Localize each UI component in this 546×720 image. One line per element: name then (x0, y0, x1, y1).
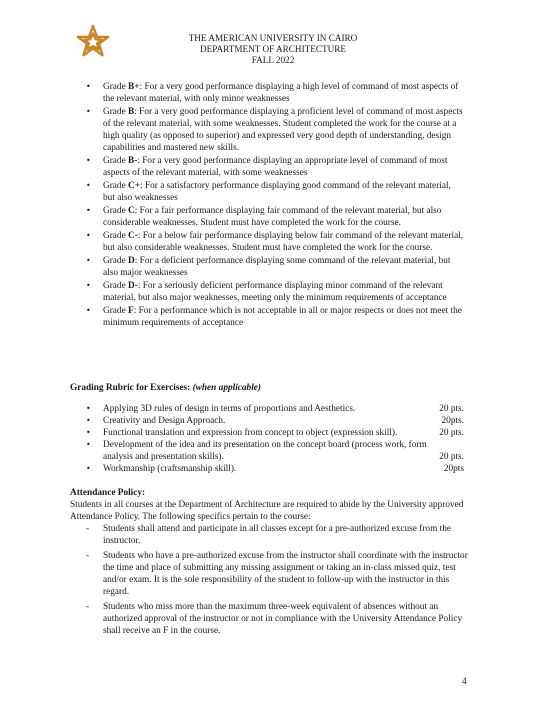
attendance-list (86, 523, 475, 640)
attendance-intro: Students in all courses at the Department of Architecture are required to abide by the University approved Attendance Policy. The following specifics pertain to the course: (70, 500, 464, 522)
grade-list (86, 81, 464, 330)
rubric-item: • Workmanship (craftsmanship skill). 20pts (86, 463, 464, 475)
rubric-subtitle: (when applicable) (192, 383, 262, 393)
rubric-points: 20 pts. (439, 428, 464, 438)
rubric-item: • Functional translation and expression from concept to object (expression skill). 20 pts. (86, 427, 464, 439)
grade-item: • Grade B+: For a very good performance displaying a high level of command of most aspects of the relevant material, with only minor weaknesses (86, 81, 464, 105)
attendance-heading: Attendance Policy: (70, 488, 146, 498)
grade-item: • Grade C: For a fair performance displaying fair command of the relevant material, but also considerable weaknesses. Student must have completed the work for the course. (86, 205, 464, 229)
grade-item: • Grade D: For a deficient performance displaying some command of the relevant material, but also major weaknesses (86, 255, 464, 279)
rubric-item: • Applying 3D rules of design in terms of proportions and Aesthetics. 20 pts. (86, 403, 464, 415)
rubric-points: 20pts (443, 464, 464, 474)
grade-item: • Grade C+: For a satisfactory performance displaying good command of the relevant material, but also weaknesses (86, 180, 464, 204)
document-header (0, 33, 546, 66)
rubric-list (86, 403, 464, 475)
department-name: DEPARTMENT OF ARCHITECTURE (200, 44, 346, 54)
rubric-item: • Creativity and Design Approach. 20pts. (86, 415, 464, 427)
rubric-item: • Development of the idea and its presentation on the concept board (process work, form analysis and presentation skills). 20 pts. (86, 439, 464, 463)
grade-letter: B- (128, 156, 138, 166)
grade-letter: C+ (128, 181, 141, 191)
attendance-item: - Students who miss more than the maximum three-week equivalent of absences without an authorized approval of the instructor or not in compliance with the University Attendance Policy shall receive an F in the course. (86, 601, 475, 637)
grade-letter: B+ (128, 82, 140, 92)
rubric-points: 20 pts. (439, 404, 464, 414)
term: FALL 2022 (251, 55, 295, 65)
grade-letter: D (128, 256, 135, 266)
grade-letter: C- (128, 231, 138, 241)
grade-item: • Grade C-: For a below fair performance displaying below fair command of the relevant material, but also considerable weaknesses. Student must have completed the work for the course. (86, 230, 464, 254)
rubric-heading: Grading Rubric for Exercises: (when applicable) (70, 383, 262, 393)
grade-letter: F (128, 306, 134, 316)
attendance-item: - Students shall attend and participate in all classes except for a pre-authorized excuse from the instructor. (86, 523, 475, 547)
grade-item: • Grade B-: For a very good performance displaying an appropriate level of command of most aspects of the relevant material, with some weaknesses (86, 155, 464, 179)
university-name: THE AMERICAN UNIVERSITY IN CAIRO (188, 33, 358, 43)
grade-item: • Grade F: For a performance which is not acceptable in all or major respects or does not meet the minimum requirements of acceptance (86, 305, 464, 329)
rubric-points: 20pts. (441, 416, 464, 426)
grade-letter: B (128, 107, 135, 117)
grade-item: • Grade B: For a very good performance displaying a proficient level of command of most aspects of the relevant material, with some weaknesses. Student completed the work for the course at a high quality (as opposed to superior) and expressed very good depth of understanding, design capabilities and mastered new skills. (86, 106, 464, 154)
page-number: 4 (462, 677, 467, 687)
grade-letter: D- (128, 281, 138, 291)
rubric-points: 20 pts. (439, 452, 464, 462)
attendance-item: - Students who have a pre-authorized excuse from the instructor shall coordinate with the instructor the time and place of submitting any missing assignment or taking an in-class missed quiz, test and/or exam. It is the sole responsibility of the student to follow-up with the instructor in this regard. (86, 550, 475, 598)
grade-item: • Grade D-: For a seriously deficient performance displaying minor command of the relevant material, but also major weaknesses, meeting only the minimum requirements of acceptance (86, 280, 464, 304)
grade-letter: C (128, 206, 135, 216)
